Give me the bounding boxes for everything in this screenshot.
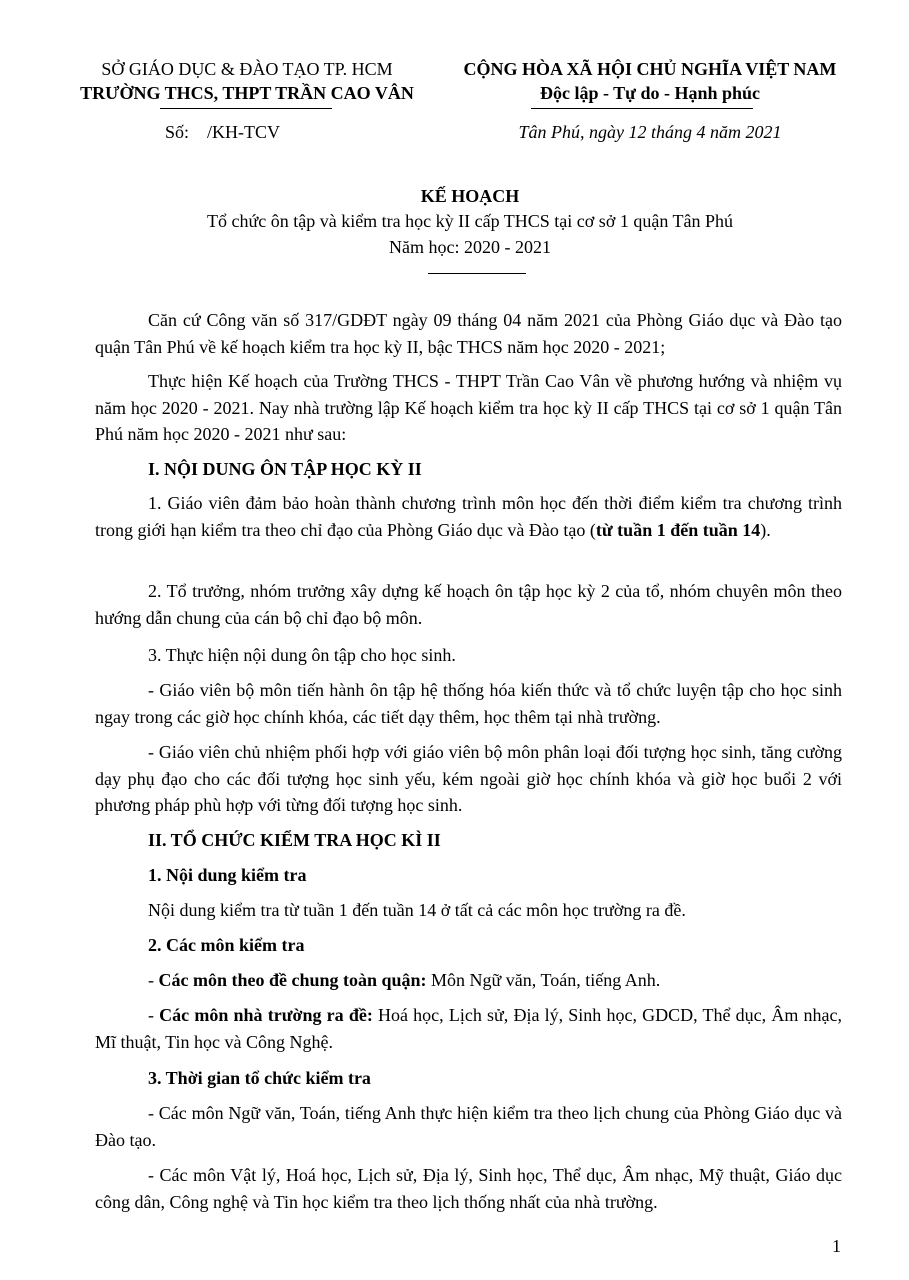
item-1-end: ). — [760, 519, 771, 540]
section-1-item-4: - Giáo viên bộ môn tiến hành ôn tập hệ thống hóa kiến thức và tổ chức luyện tập cho học sinh ngay trong các giờ học chính khóa, các tiết dạy thêm, học thêm tại nhà trường. — [95, 680, 842, 727]
section-1-item-2: 2. Tổ trưởng, nhóm trưởng xây dựng kế hoạch ôn tập học kỳ 2 của tổ, nhóm chuyên môn theo hướng dẫn chung của cán bộ chỉ đạo bộ môn. — [95, 581, 842, 628]
section-2-subheading-3: 3. Thời gian tổ chức kiểm tra — [148, 1068, 371, 1088]
item-1-text: 1. Giáo viên đảm bảo hoàn thành chương trình môn học đến thời điểm kiểm tra chương trình trong giới hạn kiểm tra theo chỉ đạo của Phòng Giáo dục và Đào tạo ( — [95, 493, 842, 540]
section-1-item-3: 3. Thực hiện nội dung ôn tập cho học sinh. — [148, 645, 456, 665]
school-year: Năm học: 2020 - 2021 — [389, 237, 551, 257]
common-list: Môn Ngữ văn, Toán, tiếng Anh. — [426, 970, 661, 990]
document-number: Số: /KH-TCV — [165, 122, 281, 142]
section-2-subheading-1: 1. Nội dung kiểm tra — [148, 865, 307, 885]
section-2-school-subjects — [95, 1002, 842, 1055]
paragraph-implementation: Thực hiện Kế hoạch của Trường THCS - THPT Trần Cao Vân về phương hướng và nhiệm vụ năm học 2020 - 2021. Nay nhà trường lập Kế hoạch kiểm tra học kỳ II cấp THCS tại cơ sở 1 quận Tân Phú năm học 2020 - 2021 như sau: — [95, 371, 842, 444]
section-1-item-5: - Giáo viên chủ nhiệm phối hợp với giáo viên bộ môn phân loại đối tượng học sinh, tăng cường dạy phụ đạo cho các đối tượng học sinh yếu, kém ngoài giờ học chính khóa và giờ học buổi 2 với phương pháp phù hợp với từng đối tượng học sinh. — [95, 742, 842, 815]
common-label: Các môn theo đề chung toàn quận: — [158, 970, 427, 990]
paragraph-legal-basis: Căn cứ Công văn số 317/GDĐT ngày 09 tháng 04 năm 2021 của Phòng Giáo dục và Đào tạo quận Tân Phú về kế hoạch kiểm tra học kỳ II, bậc THCS năm học 2020 - 2021; — [95, 310, 842, 357]
country-name: CỘNG HÒA XÃ HỘI CHỦ NGHĨA VIỆT NAM — [463, 59, 837, 79]
document-subtitle: Tổ chức ôn tập và kiểm tra học kỳ II cấp THCS tại cơ sở 1 quận Tân Phú — [206, 211, 733, 231]
school-name: TRƯỜNG THCS, THPT TRẦN CAO VÂN — [80, 83, 414, 103]
section-1-heading: I. NỘI DUNG ÔN TẬP HỌC KỲ II — [148, 459, 422, 479]
item-1-bold: từ tuần 1 đến tuần 14 — [595, 519, 761, 540]
national-motto: Độc lập - Tự do - Hạnh phúc — [539, 83, 761, 103]
school-dash: - — [148, 1005, 160, 1025]
section-2-schedule-school: - Các môn Vật lý, Hoá học, Lịch sử, Địa lý, Sinh học, Thể dục, Âm nhạc, Mỹ thuật, Giáo dục công dân, Công nghệ và Tin học kiểm tra theo lịch thống nhất của nhà trường. — [95, 1165, 842, 1212]
section-2-common-subjects — [95, 967, 842, 994]
school-list: Hoá học, Lịch sử, Địa lý, Sinh học, GDCD, Thể dục, Âm nhạc, Mĩ thuật, Tin học và Công Nghệ. — [95, 1005, 842, 1052]
document-title: KẾ HOẠCH — [420, 186, 520, 206]
section-2-schedule-common: - Các môn Ngữ văn, Toán, tiếng Anh thực hiện kiểm tra theo lịch chung của Phòng Giáo dục và Đào tạo. — [95, 1103, 842, 1150]
section-2-heading: II. TỔ CHỨC KIỂM TRA HỌC KÌ II — [148, 830, 441, 850]
school-label: Các môn nhà trường ra đề: — [159, 1005, 373, 1025]
department-name: SỞ GIÁO DỤC & ĐÀO TẠO TP. HCM — [101, 59, 393, 79]
section-2-subheading-2: 2. Các môn kiểm tra — [148, 935, 305, 955]
motto-underline — [531, 108, 753, 109]
common-dash: - — [148, 970, 159, 990]
title-underline — [428, 273, 526, 274]
school-underline — [160, 108, 332, 109]
section-2-content-scope: Nội dung kiểm tra từ tuần 1 đến tuần 14 ở tất cả các môn học trường ra đề. — [148, 900, 686, 920]
page-number: 1 — [832, 1236, 841, 1256]
section-1-item-1 — [95, 490, 842, 543]
document-date: Tân Phú, ngày 12 tháng 4 năm 2021 — [518, 122, 782, 142]
